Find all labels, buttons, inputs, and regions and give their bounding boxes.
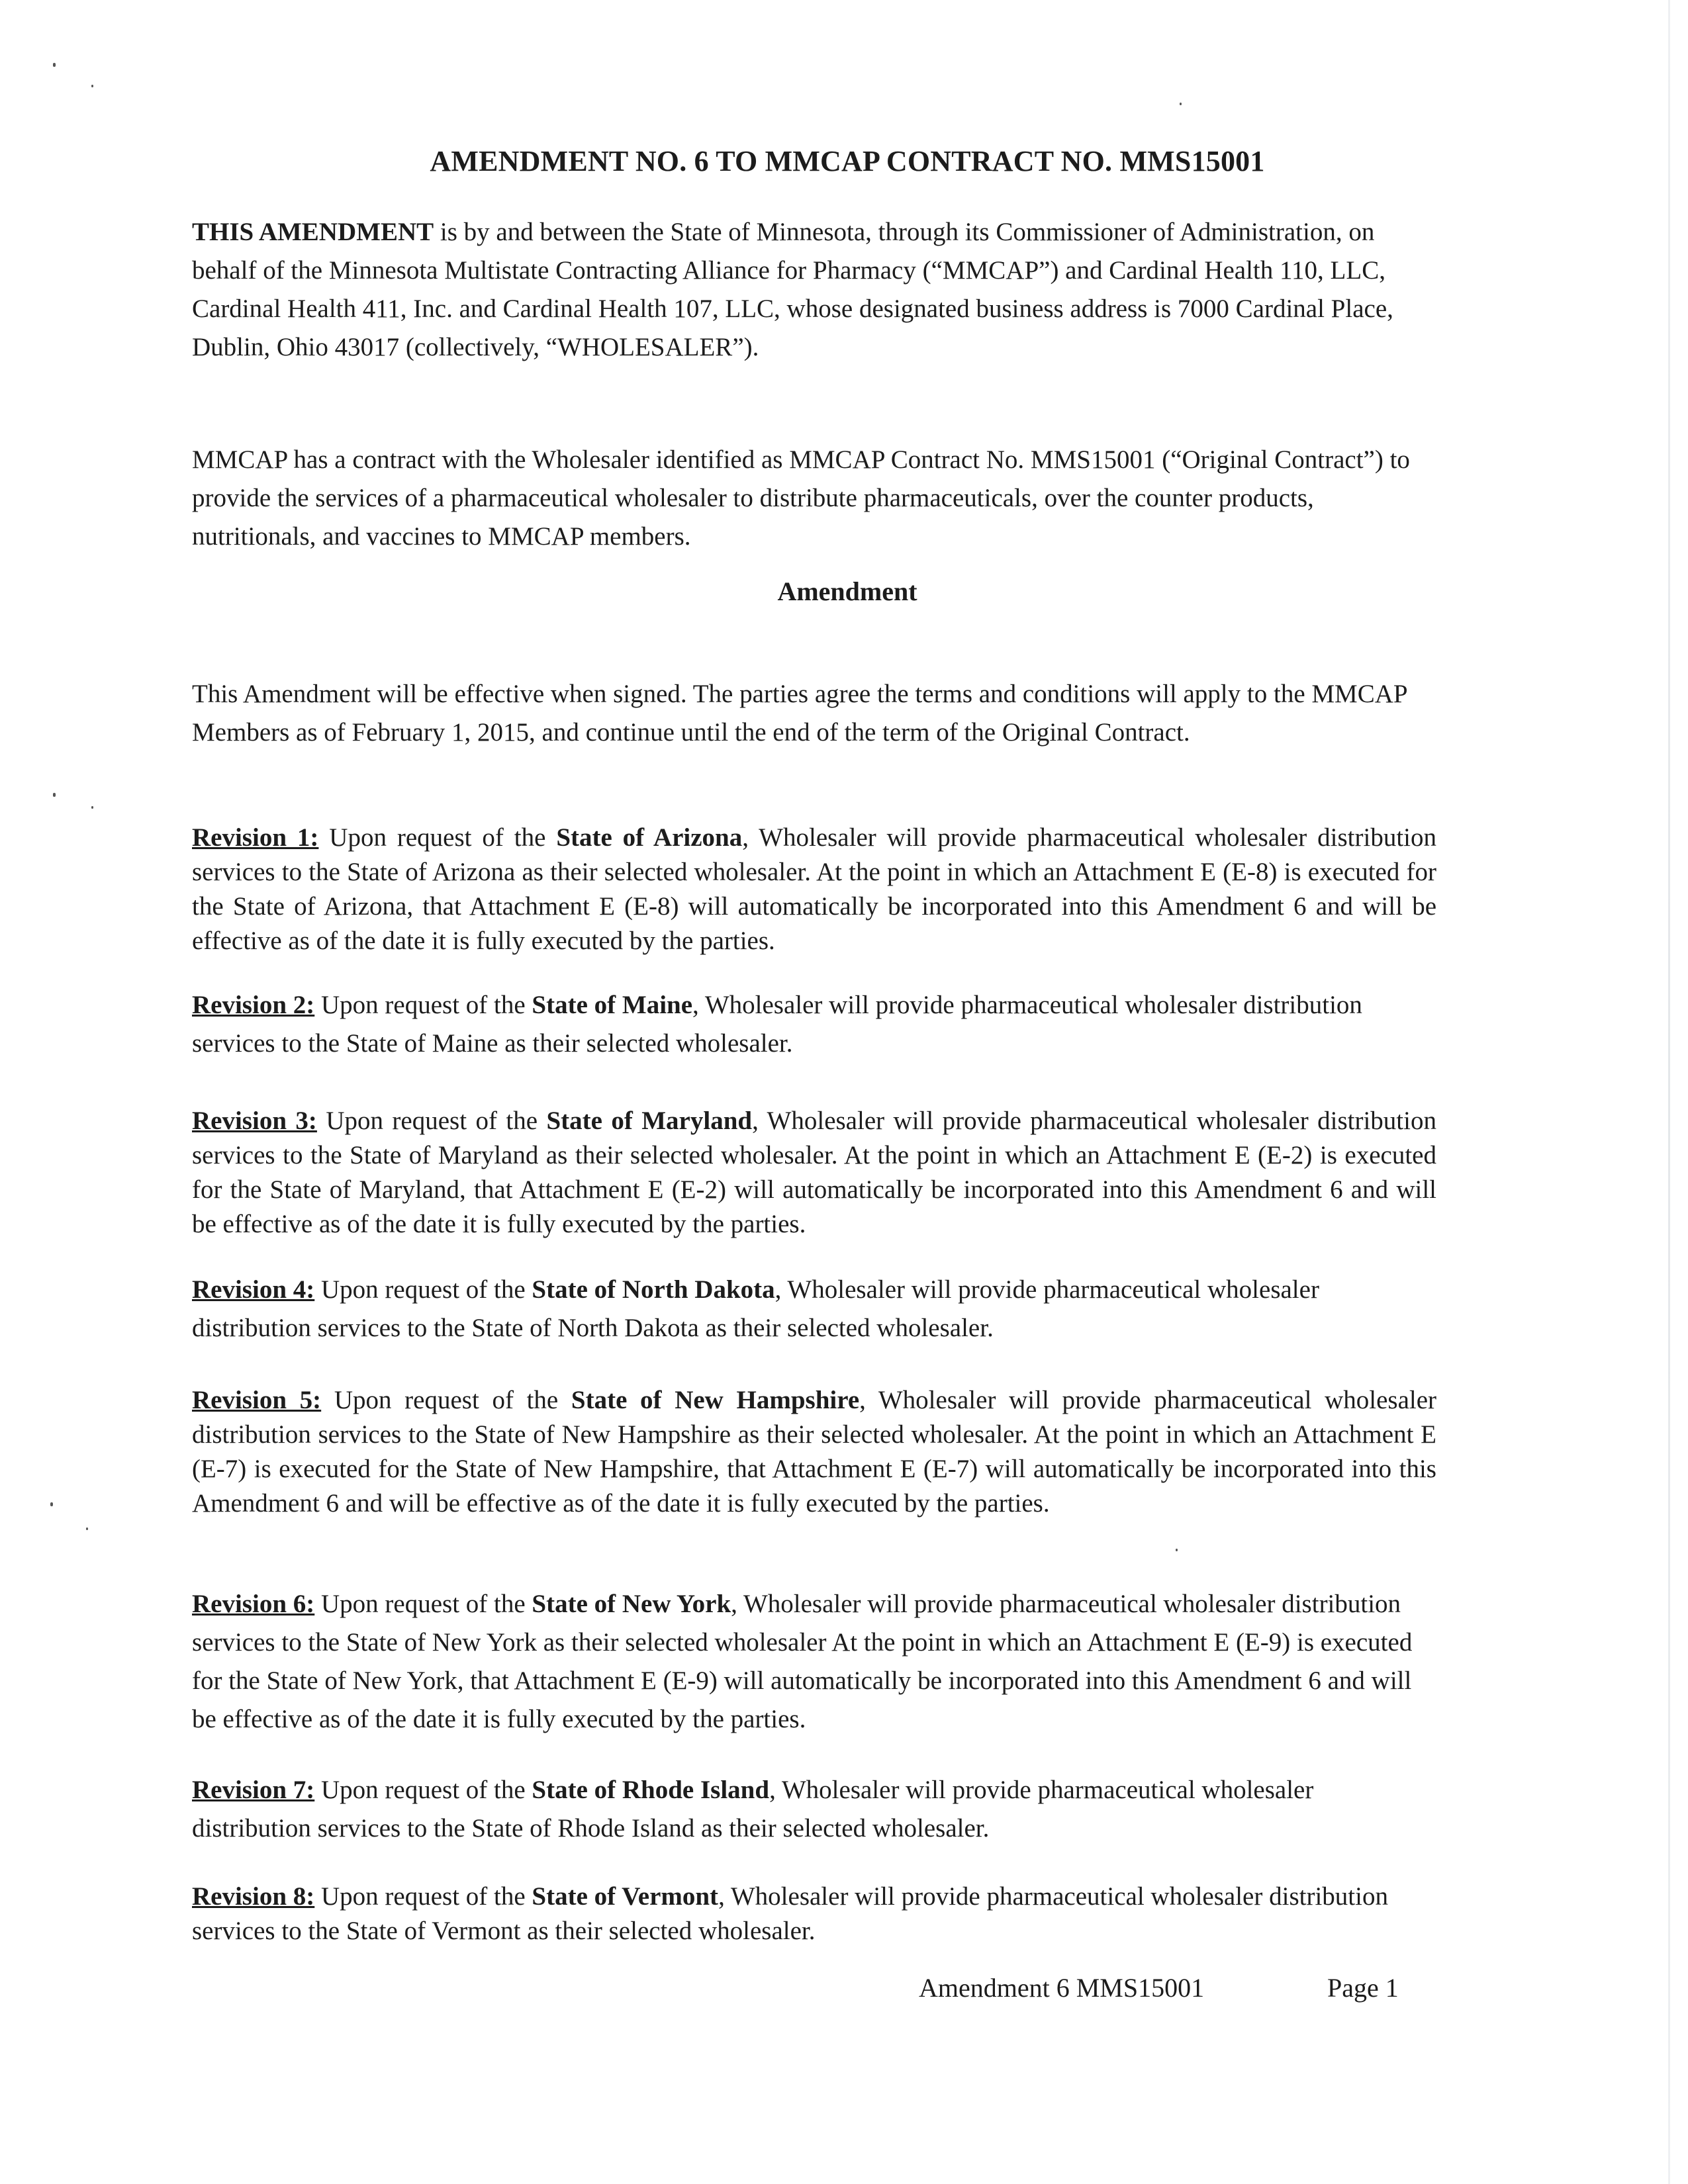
- revision-label: Revision 6:: [192, 1590, 315, 1618]
- revision-label: Revision 5:: [192, 1386, 322, 1414]
- revision-text: Upon request of the: [321, 1386, 571, 1414]
- revision-text: , Wholesaler will provide pharmaceutical wholesaler distribution services to the State of Vermont as their selected wholesaler.: [192, 1882, 1388, 1945]
- revision-state: State of Arizona: [556, 823, 743, 852]
- revision-3: [192, 1104, 1436, 1242]
- scan-speck: [50, 1502, 53, 1506]
- section-heading: Amendment: [777, 576, 917, 606]
- revision-text: , Wholesaler will provide pharmaceutical wholesaler distribution services to the State of North Dakota as their selected wholesaler.: [192, 1275, 1319, 1342]
- revision-state: State of Vermont: [532, 1882, 719, 1911]
- revision-text: , Wholesaler will provide pharmaceutical wholesaler distribution services to the State of Maryland as their selected wholesaler. At the point in which an Attachment E (E-2) is executed for the State of Maryland, that Attachment E (E-2) will automatically be incorporated into this Amendment 6 and will be effective as of the date it is fully executed by the parties.: [192, 1107, 1436, 1238]
- revision-text: Upon request of the: [314, 1882, 532, 1911]
- background-paragraph: MMCAP has a contract with the Wholesaler identified as MMCAP Contract No. MMS15001 (“Original Contract”) to provide the services of a pharmaceutical wholesaler to distribute pharmaceuticals, over the counter products, nutritionals, and vaccines to MMCAP members.: [192, 445, 1410, 551]
- revision-text: Upon request of the: [314, 1776, 532, 1804]
- intro-lead: THIS AMENDMENT: [192, 218, 434, 246]
- revision-text: Upon request of the: [314, 991, 532, 1019]
- revision-state: State of Maine: [532, 991, 693, 1019]
- revision-state: State of North Dakota: [532, 1275, 775, 1304]
- scan-speck: [53, 63, 56, 67]
- revision-text: , Wholesaler will provide pharmaceutical wholesaler distribution services to the State of New Hampshire as their selected wholesaler. At the point in which an Attachment E (E-7) is executed for the State of New Hampshire, that Attachment E (E-7) will automatically be incorporated into this Amendment 6 and will be effective as of the date it is fully executed by the parties.: [192, 1386, 1437, 1518]
- revision-6: [192, 1585, 1436, 1739]
- scan-speck: [91, 806, 93, 809]
- revision-label: Revision 7:: [192, 1776, 315, 1804]
- scan-speck: [1176, 1549, 1178, 1551]
- revision-label: Revision 2:: [192, 991, 315, 1019]
- revision-state: State of Maryland: [546, 1107, 753, 1135]
- revision-state: State of Rhode Island: [532, 1776, 770, 1804]
- scan-edge: [1668, 0, 1670, 2184]
- revision-state: State of New Hampshire: [571, 1386, 860, 1414]
- revision-label: Revision 4:: [192, 1275, 315, 1304]
- scan-speck: [91, 85, 93, 87]
- footer-page-number: Page 1: [1327, 1973, 1399, 2003]
- revision-text: , Wholesaler will provide pharmaceutical wholesaler distribution services to the State of New York as their selected wholesaler At the point in which an Attachment E (E-9) is executed for the State of New York, that Attachment E (E-9) will automatically be incorporated into this Amendment 6 and will be effective as of the date it is fully executed by the parties.: [192, 1590, 1413, 1733]
- revision-text: , Wholesaler will provide pharmaceutical wholesaler distribution services to the State of Arizona as their selected wholesaler. At the point in which an Attachment E (E-8) is executed for the State of Arizona, that Attachment E (E-8) will automatically be incorporated into this Amendment 6 and will be effective as of the date it is fully executed by the parties.: [192, 823, 1437, 955]
- revision-label: Revision 1:: [192, 823, 319, 852]
- document-title: AMENDMENT NO. 6 TO MMCAP CONTRACT NO. MMS15001: [430, 145, 1265, 177]
- revision-text: Upon request of the: [318, 823, 557, 852]
- revision-4: [192, 1271, 1436, 1347]
- intro-paragraph: [192, 213, 1436, 367]
- revision-text: , Wholesaler will provide pharmaceutical wholesaler distribution services to the State of Rhode Island as their selected wholesaler.: [192, 1776, 1314, 1843]
- revision-text: Upon request of the: [314, 1590, 532, 1618]
- scan-speck: [53, 793, 56, 797]
- revision-1: [192, 821, 1436, 958]
- revision-state: State of New York: [532, 1590, 731, 1618]
- effective-paragraph: This Amendment will be effective when signed. The parties agree the terms and conditions will apply to the MMCAP Members as of February 1, 2015, and continue until the end of the term of the Original Contract.: [192, 680, 1407, 747]
- revision-text: , Wholesaler will provide pharmaceutical wholesaler distribution services to the State of Maine as their selected wholesaler.: [192, 991, 1362, 1058]
- footer-doc-reference: Amendment 6 MMS15001: [919, 1973, 1205, 2003]
- revision-text: Upon request of the: [316, 1107, 547, 1135]
- revision-2: [192, 986, 1436, 1063]
- scan-speck: [1180, 103, 1182, 105]
- revision-8: [192, 1880, 1436, 1948]
- intro-text: is by and between the State of Minnesota, through its Commissioner of Administration, on behalf of the Minnesota Multistate Contracting Alliance for Pharmacy (“MMCAP”) and Cardinal Health 110, LLC, Cardinal Health 411, Inc. and Cardinal Health 107, LLC, whose designated business address is 7000 Cardinal Place, Dublin, Ohio 43017 (collectively, “WHOLESALER”).: [192, 218, 1393, 361]
- revision-text: Upon request of the: [314, 1275, 532, 1304]
- revision-label: Revision 8:: [192, 1882, 315, 1911]
- scan-speck: [86, 1527, 88, 1530]
- revision-7: [192, 1771, 1436, 1848]
- revision-label: Revision 3:: [192, 1107, 317, 1135]
- revision-5: [192, 1383, 1436, 1521]
